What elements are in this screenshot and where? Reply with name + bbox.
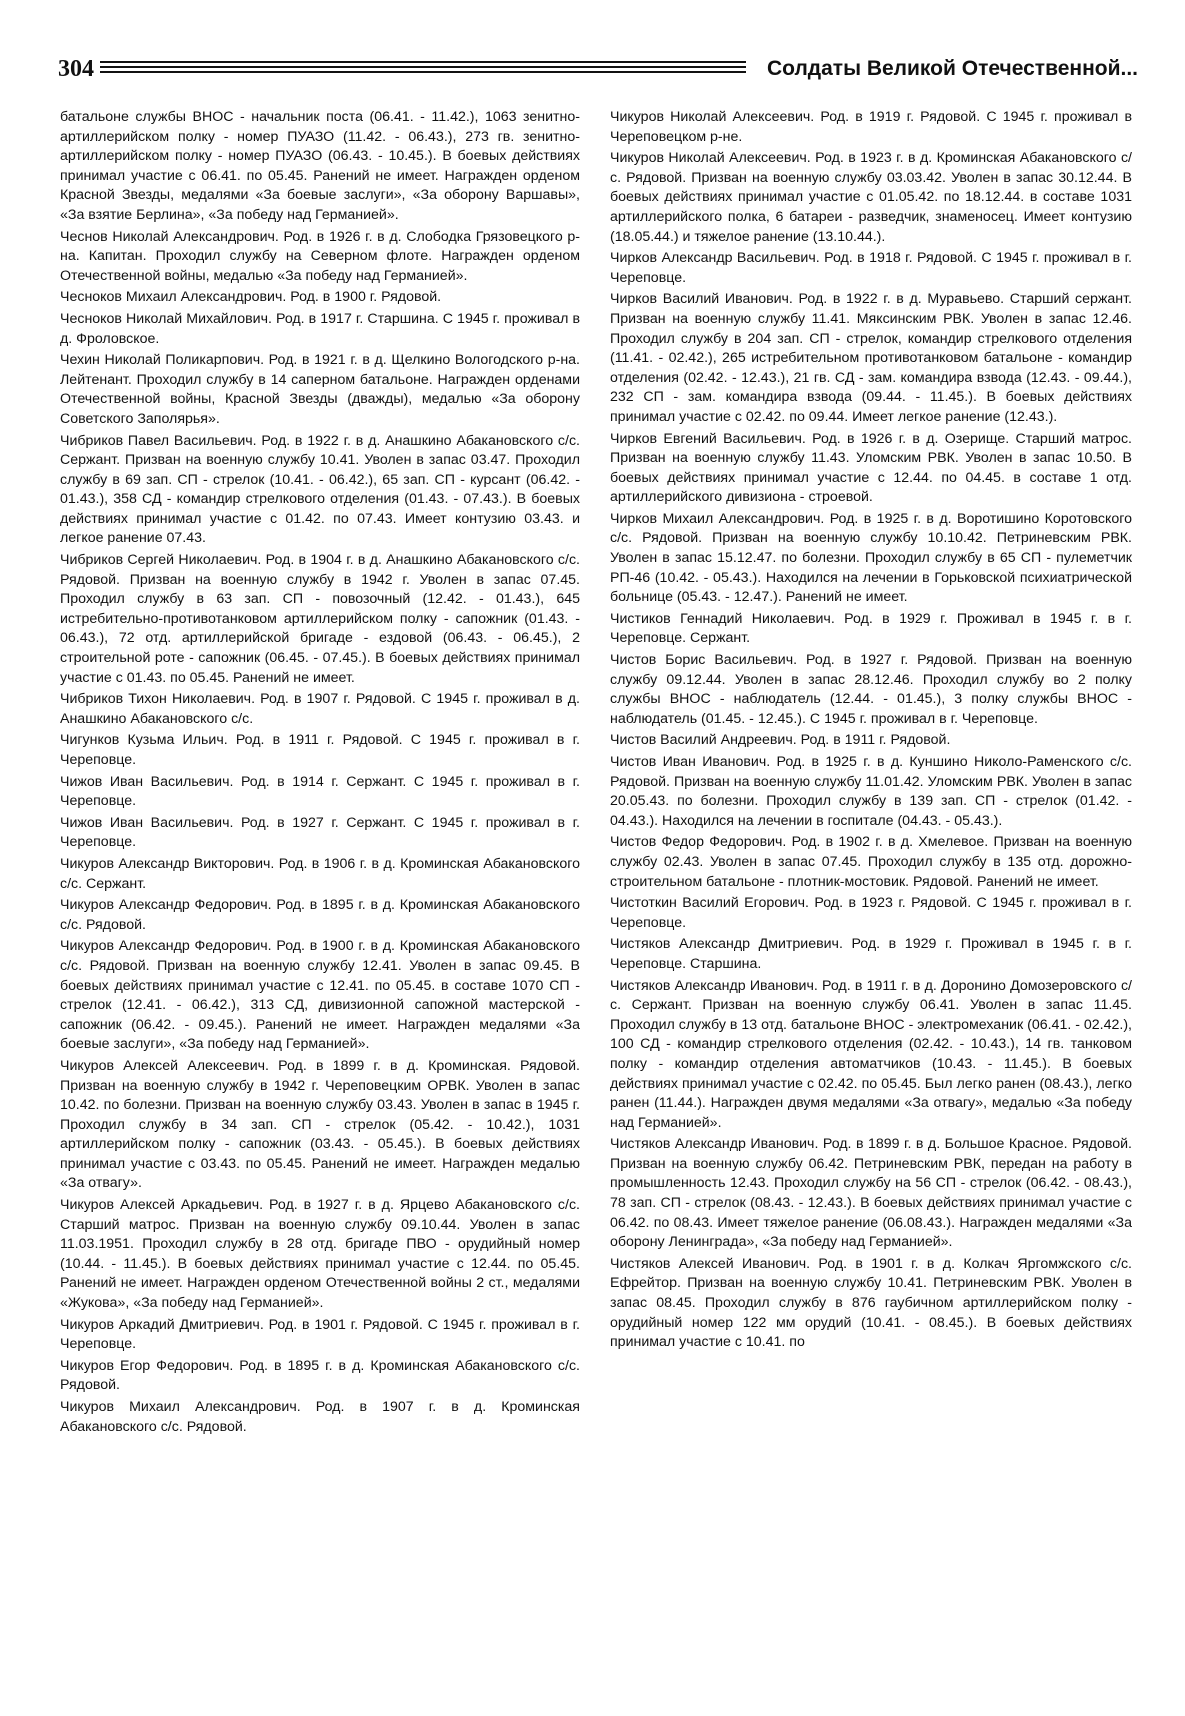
biography-entry: Чистов Борис Васильевич. Род. в 1927 г. Рядовой. Призван на военную службу 09.12.44. Уволен в запас 28.12.46. Проходил службу во 2 полку службы ВНОС - наблюдатель (12.44. - 01.45.), 3 полку службы ВНОС - наблюдатель (01.45. - 12.45.). С 1945 г. проживал в г. Череповце. (610, 652, 1132, 727)
biography-entry: Чибриков Тихон Николаевич. Род. в 1907 г. Рядовой. С 1945 г. проживал в д. Анашкино Абакановского с/с. (60, 691, 580, 727)
biography-entry: Чирков Михаил Александрович. Род. в 1925 г. в д. Воротишино Коротовского с/с. Рядовой. Призван на военную службу 10.10.42. Петриневским РВК. Уволен в запас 15.12.47. по болезни. Проходил службу в 65 СП - пулеметчик РП-46 (10.42. - 05.43.). Находился на лечении в Горьковской психиатрической больнице (05.43. - 12.47.). Ранений не имеет. (610, 510, 1132, 606)
biography-entry: Чеснов Николай Александрович. Род. в 1926 г. в д. Слободка Грязовецкого р-на. Капитан. Проходил службу на Северном флоте. Награжден орденом Отечественной войны, медалью «За победу над Германией». (60, 228, 580, 284)
biography-entry: Чижов Иван Васильевич. Род. в 1927 г. Сержант. С 1945 г. проживал в г. Череповце. (60, 814, 580, 851)
biography-entry: Чикуров Николай Алексеевич. Род. в 1923 г. в д. Кроминская Абакановского с/с. Рядовой. Призван на военную службу 03.03.42. Уволен в запас 30.12.44. В боевых действиях принимал участие с 01.05.42. по 18.12.44. в составе 1031 артиллерийского полка, 6 батареи - разведчик, знаменосец. Имеет контузию (18.05.44.) и тяжелое ранение (13.10.44.). (610, 150, 1132, 245)
biography-entry: Чикуров Александр Викторович. Род. в 1906 г. в д. Кроминская Абакановского с/с. Сержант. (60, 855, 580, 892)
biography-entry: Чикуров Михаил Александрович. Род. в 1907 г. в д. Кроминская Абакановского с/с. Рядовой. (60, 1399, 580, 1435)
left-column (60, 108, 580, 1698)
biography-entry: Чистяков Алексей Иванович. Род. в 1901 г. в д. Колкач Яргомжского с/с. Ефрейтор. Призван на военную службу 10.41. Петриневским РВК. Уволен в запас 08.45. Проходил службу в 876 гаубичном артиллерийском полку - орудийный номер 122 мм орудий (10.41. - 08.45.). В боевых действиях принимал участие с 10.41. по (610, 1255, 1132, 1351)
page-header (58, 52, 1138, 92)
biography-entry: Чесноков Михаил Александрович. Род. в 1900 г. Рядовой. (60, 289, 442, 306)
biography-entry: Чигунков Кузьма Ильич. Род. в 1911 г. Рядовой. С 1945 г. проживал в г. Череповце. (60, 732, 580, 768)
page-number: 304 (58, 56, 94, 82)
running-title: Солдаты Великой Отечественной... (766, 57, 1138, 80)
biography-entry: Чирков Евгений Васильевич. Род. в 1926 г. в д. Озерище. Старший матрос. Призван на военную службу 11.43. Уломским РВК. Уволен в запас 10.50. В боевых действиях принимал участие с 12.44. по 04.45. в составе 1 отд. артиллерийского дивизиона - строевой. (610, 430, 1132, 506)
biography-entry: Чикуров Александр Федорович. Род. в 1895 г. в д. Кроминская Абакановского с/с. Рядовой. (60, 897, 580, 933)
biography-entry: Чибриков Павел Васильевич. Род. в 1922 г. в д. Анашкино Абакановского с/с. Сержант. Призван на военную службу 10.41. Уволен в запас 03.47. Проходил службу в 69 зап. СП - стрелок (10.41. - 06.42.), 65 зап. СП - курсант (06.42. - 01.43.), 358 СД - командир стрелкового отделения (01.43. - 07.43.). В боевых действиях принимал участие с 01.42. по 07.43. Имеет контузию 03.43. и легкое ранение 07.43. (60, 432, 580, 547)
header-rule (100, 61, 746, 73)
biography-entry: Чирков Василий Иванович. Род. в 1922 г. в д. Муравьево. Старший сержант. Призван на военную службу 11.41. Мяксинским РВК. Уволен в запас 12.46. Проходил службу в 204 зап. СП - стрелок, командир стрелкового отделения (11.41. - 02.42.), 265 истребительном противотанковом батальоне - командир отделения (02.42. - 12.43.), 21 гв. СД - зам. командира взвода (12.43. - 09.44.), 232 СП - зам. командира взвода (09.44. - 11.45.). В боевых действиях принимал участие с 02.42. по 09.44. Имеет легкое ранение (12.43.). (610, 291, 1132, 425)
biography-entry: Чистов Иван Иванович. Род. в 1925 г. в д. Куншино Николо-Раменского с/с. Рядовой. Призван на военную службу 11.01.42. Уломским РВК. Уволен в запас 20.05.43. по болезни. Проходил службу в 139 зап. СП - стрелок (01.42. - 04.43.). Находился на лечении в госпитале (04.43. - 05.43.). (610, 754, 1132, 829)
biography-entry: Чикуров Александр Федорович. Род. в 1900 г. в д. Кроминская Абакановского с/с. Рядовой. Призван на военную службу 12.41. Уволен в запас 09.45. В боевых действиях принимал участие с 12.41. по 05.45. в составе 1070 СП - стрелок (12.41. - 06.42.), 313 СД, дивизионной сапожной мастерской - сапожник (06.42. - 09.45.). Ранений не имеет. Награжден медалями «За боевые заслуги», «За победу над Германией». (60, 938, 580, 1053)
biography-entry: Чирков Александр Васильевич. Род. в 1918 г. Рядовой. С 1945 г. проживал в г. Череповце. (610, 250, 1132, 286)
biography-entry: Чесноков Николай Михайлович. Род. в 1917 г. Старшина. С 1945 г. проживал в д. Фроловское. (60, 310, 580, 347)
biography-entry: Чистяков Александр Иванович. Род. в 1911 г. в д. Доронино Домозеровского с/с. Сержант. Призван на военную службу 06.41. Уволен в запас 11.45. Проходил службу в 13 отд. батальоне ВНОС - электромеханик (06.41. - 02.42.), 100 СД - командир стрелкового отделения (02.42. - 10.43.), 14 гв. танковом полку - командир отделения автоматчиков (10.43. - 11.45.). В боевых действиях принимал участие с 02.42. по 05.45. Был легко ранен (08.43.), легко ранен (11.44.). Награжден двумя медалями «За отвагу», медалью «За победу над Германией». (610, 977, 1132, 1131)
biography-entry: Чистоткин Василий Егорович. Род. в 1923 г. Рядовой. С 1945 г. проживал в г. Череповце. (610, 895, 1132, 931)
biography-entry: Чижов Иван Васильевич. Род. в 1914 г. Сержант. С 1945 г. проживал в г. Череповце. (60, 773, 580, 810)
biography-entry: Чистов Василий Андреевич. Род. в 1911 г. Рядовой. (610, 732, 951, 749)
right-column (610, 108, 1132, 1698)
biography-entry: Чехин Николай Поликарпович. Род. в 1921 г. в д. Щелкино Вологодского р-на. Лейтенант. Проходил службу в 14 саперном батальоне. Награжден орденами Отечественной войны, Красной Звезды (дважды), медалью «За оборону Советского Заполярья». (60, 352, 580, 427)
biography-entry: батальоне службы ВНОС - начальник поста (06.41. - 11.42.), 1063 зенитно-артиллерийском полку - номер ПУАЗО (11.42. - 06.43.), 273 гв. зенитно-артиллерийском полку - номер ПУАЗО (06.43. - 10.45.). В боевых действиях принимал участие с 06.41. по 05.45. Ранений не имеет. Награжден орденом Красной Звезды, медалями «За боевые заслуги», «За оборону Варшавы», «За взятие Берлина», «За победу над Германией». (60, 109, 580, 223)
biography-entry: Чикуров Егор Федорович. Род. в 1895 г. в д. Кроминская Абакановского с/с. Рядовой. (60, 1357, 580, 1394)
biography-entry: Чикуров Алексей Алексеевич. Род. в 1899 г. в д. Кроминская. Рядовой. Призван на военную службу в 1942 г. Череповецким ОРВК. Уволен в запас 10.42. по болезни. Призван на военную службу 03.43. Уволен в запас в 1945 г. Проходил службу в 34 зап. СП - стрелок (05.42. - 10.42.), 1031 артиллерийском полку - сапожник (03.43. - 05.45.). В боевых действиях принимал участие с 03.43. по 05.45. Ранений не имеет. Награжден медалью «За отвагу». (60, 1057, 580, 1192)
biography-entry: Чистяков Александр Иванович. Род. в 1899 г. в д. Большое Красное. Рядовой. Призван на военную службу 06.42. Петриневским РВК, передан на работу в промышленность 12.43. Проходил службу на 56 СП - стрелок (06.42. - 08.43.), 78 зап. СП - стрелок (08.43. - 12.43.). В боевых действиях принимал участие с 06.42. по 08.43. Имеет тяжелое ранение (06.08.43.). Награжден медалями «За оборону Ленинграда», «За победу над Германией». (610, 1136, 1132, 1251)
biography-entry: Чикуров Аркадий Дмитриевич. Род. в 1901 г. Рядовой. С 1945 г. проживал в г. Череповце. (60, 1316, 580, 1353)
biography-entry: Чистяков Александр Дмитриевич. Род. в 1929 г. Проживал в 1945 г. в г. Череповце. Старшина. (610, 936, 1132, 972)
biography-entry: Чибриков Сергей Николаевич. Род. в 1904 г. в д. Анашкино Абакановского с/с. Рядовой. Призван на военную службу в 1942 г. Уволен в запас 07.45. Проходил службу в 63 зап. СП - повозочный (12.42. - 01.43.), 645 истребительно-противотанковом артиллерийском полку - сапожник (01.43. - 06.43.), 72 отд. артиллерийской бригаде - ездовой (06.43. - 06.45.), 2 строительной роте - сапожник (06.45. - 07.45.). В боевых действиях принимал участие с 01.43. по 05.45. Ранений не имеет. (60, 552, 580, 686)
biography-entry: Чистиков Геннадий Николаевич. Род. в 1929 г. Проживал в 1945 г. в г. Череповце. Сержант. (610, 610, 1132, 647)
biography-entry: Чикуров Николай Алексеевич. Род. в 1919 г. Рядовой. С 1945 г. проживал в Череповецком р-не. (610, 109, 1132, 145)
biography-entry: Чикуров Алексей Аркадьевич. Род. в 1927 г. в д. Ярцево Абакановского с/с. Старший матрос. Призван на военную службу 09.10.44. Уволен в запас 11.03.1951. Проходил службу в 28 отд. бригаде ПВО - орудийный номер (10.44. - 11.45.). В боевых действиях принимал участие с 12.44. по 05.45. Ранений не имеет. Награжден орденом Отечественной войны 2 ст., медалями «Жукова», «За победу над Германией». (60, 1197, 580, 1312)
biography-entry: Чистов Федор Федорович. Род. в 1902 г. в д. Хмелевое. Призван на военную службу 02.43. Уволен в запас 07.45. Проходил службу в 135 отд. дорожно-строительном батальоне - плотник-мостовик. Рядовой. Ранений не имеет. (610, 834, 1132, 890)
